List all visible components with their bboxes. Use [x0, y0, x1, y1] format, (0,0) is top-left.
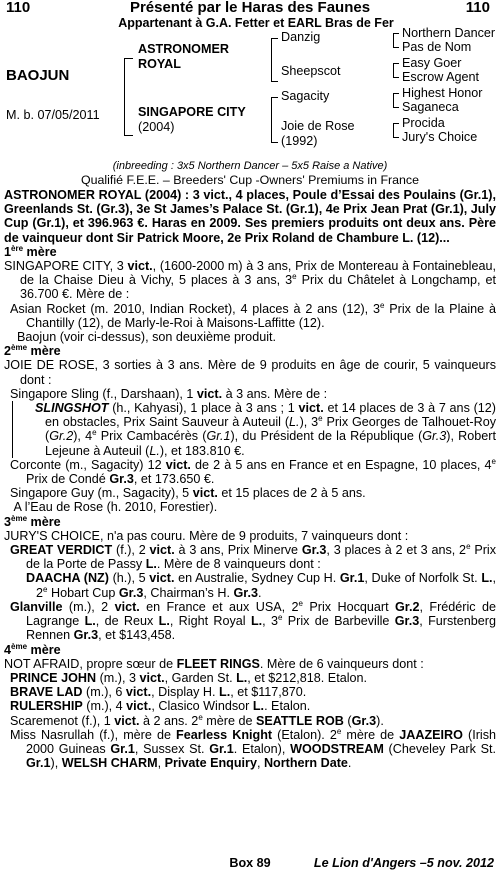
second-dam-paragraph: JOIE DE ROSE, 3 sorties à 3 ans. Mère de 9 produits en âge de courir, 5 vainqueurs dont :	[4, 358, 496, 387]
dam-name: SINGAPORE CITY	[138, 105, 246, 119]
produce-entry: Corconte (m., Sagacity) 12 vict. de 2 à 5 ans en France et en Espagne, 10 places, 4e Prix de Condé Gr.3, et 173.650 €.	[10, 456, 496, 487]
sire-name: ASTRONOMER ROYAL	[138, 42, 229, 71]
bracket-g4-3	[393, 93, 399, 108]
page-title: Présenté par le Haras des Faunes	[129, 0, 371, 16]
section-heading: 4ème mère	[4, 641, 61, 657]
bracket-sire	[271, 38, 278, 82]
produce-entry: Glanville (m.), 2 vict. en France et aux USA, 2e Prix Hocquart Gr.2, Frédéric de Lagrange L., de Reux L., Right Royal L., 3e Prix de Barbeville Gr.3, Furstenberg Rennen Gr.3, et $143,458.	[10, 598, 496, 643]
owner-line: Appartenant à G.A. Fetter et EARL Bras de Fer	[118, 16, 394, 30]
ancestor-g4: Highest Honor	[402, 86, 483, 100]
produce-entry: Baojun (voir ci-dessus), son deuxième produit.	[10, 330, 276, 345]
section-heading: 3ème mère	[4, 513, 61, 529]
produce-entry: DAACHA (NZ) (h.), 5 vict. en Australie, Sydney Cup H. Gr.1, Duke of Norfolk St. L., 2e Hobart Cup Gr.3, Chairman’s H. Gr.3.	[26, 571, 497, 600]
sire-paragraph: ASTRONOMER ROYAL (2004) : 3 vict., 4 places, Poule d’Essai des Poulains (Gr.1), Greenlands St. (Gr.3), 3e St James’s Palace St. (Gr.1), 4e Prix Jean Prat (Gr.1), July Cup (Gr.1), et 396.963 €. Haras en 2009. Ses premiers produits ont deux ans. Père de vainqueur dont Sir Patrick Moore, 2e Prix Roland de Chambure L. (12)...	[4, 188, 496, 245]
produce-entry: RULERSHIP (m.), 4 vict., Clasico Windsor L.. Etalon.	[10, 699, 311, 714]
produce-entry: Singapore Guy (m., Sagacity), 5 vict. et 15 places de 2 à 5 ans.	[10, 486, 366, 501]
page-header	[4, 0, 496, 16]
sale-place-date: Le Lion d'Angers –5 nov. 2012	[313, 856, 494, 870]
horse-name: BAOJUN	[6, 67, 70, 84]
sire-sire: Danzig	[281, 30, 321, 44]
produce-entry: BRAVE LAD (m.), 6 vict., Display H. L., et $117,870.	[10, 685, 307, 700]
horse-description: M. b. 07/05/2011	[6, 108, 100, 122]
dam-sire: Sagacity	[281, 89, 330, 103]
inbreeding-note: (inbreeding : 3x5 Northern Dancer – 5x5 Raise a Native)	[112, 160, 388, 172]
produce-entry: GREAT VERDICT (f.), 2 vict. à 3 ans, Prix Minerve Gr.3, 3 places à 2 et 3 ans, 2e Prix de la Porte de Passy L.. Mère de 8 vainqueurs dont :	[10, 541, 497, 572]
bracket-gen1	[124, 58, 133, 136]
ancestor-g4: Easy Goer	[402, 56, 462, 70]
dam-dam-year: (1992)	[281, 134, 318, 148]
first-dam-paragraph: SINGAPORE CITY, 3 vict., (1600-2000 m) à 3 ans, Prix de Montereau à Fontainebleau, de la Chaise Dieu à Vichy, 5 places à 3 ans, 3e Prix du Châtelet à Longchamp, et 36.700 €. Mère de :	[4, 259, 496, 302]
produce-entry: Asian Rocket (m. 2010, Indian Rocket), 4 places à 2 ans (12), 3e Prix de la Plaine à Chantilly (12), de Marly-le-Roi à Maisons-Laffitte (12).	[10, 300, 496, 330]
dam-dam: Joie de Rose	[281, 119, 355, 133]
lot-number-right: 110	[465, 0, 490, 16]
bracket-g4-1	[393, 33, 399, 48]
ancestor-g4: Escrow Agent	[402, 70, 480, 84]
produce-entry: Singapore Sling (f., Darshaan), 1 vict. à 3 ans. Mère de :	[10, 386, 328, 401]
produce-entry: A l’Eau de Rose (h. 2010, Forestier).	[10, 500, 218, 515]
ancestor-g4: Saganeca	[402, 100, 459, 114]
ancestor-g4: Northern Dancer	[402, 26, 496, 40]
produce-entry: Scaremenot (f.), 1 vict. à 2 ans. 2e mère de SEATTLE ROB (Gr.3).	[10, 712, 384, 728]
bracket-g4-2	[393, 63, 399, 78]
bracket-dam	[271, 97, 278, 143]
produce-entry: SLINGSHOT (h., Kahyasi), 1 place à 3 ans ; 1 vict. et 14 places de 3 à 7 ans (12) en obstacles, Prix Saint Sauveur à Auteuil (L.), 3e Prix Georges de Talhouet-Roy (Gr.2), 4e Prix Cambacérès (Gr.1), du Président de la République (Gr.3), Robert Lejeune à Auteuil (L.), et 183.810 €.	[12, 401, 496, 458]
section-heading: 2ème mère	[4, 343, 61, 359]
section-heading: 1ère mère	[4, 243, 57, 259]
ancestor-g4: Pas de Nom	[402, 40, 472, 54]
page-footer	[0, 856, 500, 870]
box-number: Box 89	[229, 856, 271, 870]
third-dam-paragraph: JURY'S CHOICE, n'a pas couru. Mère de 9 produits, 7 vainqueurs dont :	[4, 528, 409, 543]
produce-entry: PRINCE JOHN (m.), 3 vict., Garden St. L., et $212,818. Etalon.	[10, 670, 368, 685]
pedigree-table	[4, 26, 496, 158]
dam-year: (2004)	[138, 120, 175, 134]
fourth-dam-paragraph: NOT AFRAID, propre sœur de FLEET RINGS. Mère de 6 vainqueurs dont :	[4, 656, 424, 671]
qualification-line: Qualifié F.E.E. – Breeders' Cup -Owners' Premiums in France	[80, 173, 420, 187]
ancestor-g4: Procida	[402, 116, 445, 130]
bracket-g4-4	[393, 123, 399, 138]
produce-entry: Miss Nasrullah (f.), mère de Fearless Knight (Etalon). 2e mère de JAAZEIRO (Irish 2000 Guineas Gr.1, Sussex St. Gr.1. Etalon), WOODSTREAM (Cheveley Park St. Gr.1), WELSH CHARM, Private Enquiry, Northern Date.	[10, 726, 496, 771]
ancestor-g4: Jury's Choice	[402, 130, 478, 144]
sire-dam: Sheepscot	[281, 64, 341, 78]
lot-number: 110	[6, 0, 31, 16]
